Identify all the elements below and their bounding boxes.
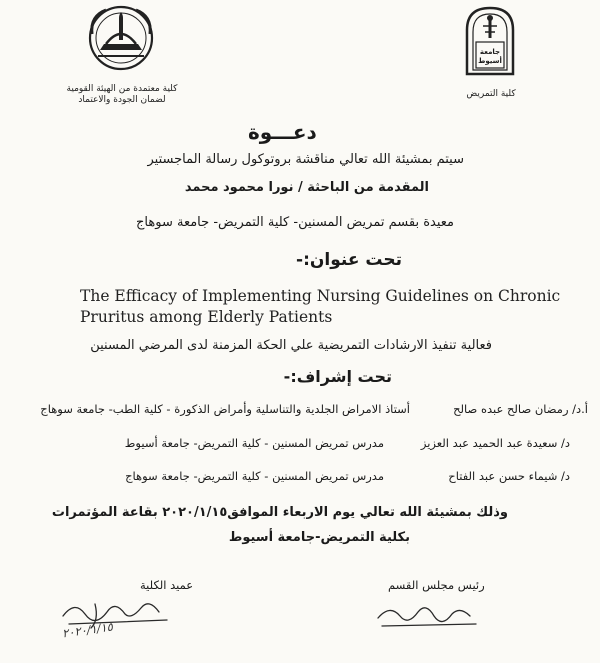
faculty-caption: كلية التمريض <box>466 89 516 99</box>
caption-line-2: لضمان الجودة والاعتماد <box>78 95 166 105</box>
assiut-university-logo <box>461 4 519 76</box>
supervisor-3-name: د/ شيماء حسن عبد الفتاح <box>448 469 570 483</box>
supervisor-1-position: أستاذ الامراض الجلدية والتناسلية وأمراض الذكورة - كلية الطب- جامعة سوهاج <box>40 402 410 416</box>
date-venue-line: وذلك بمشيئة الله تعالي يوم الاربعاء الموافق٢٠٢٠/١/١٥ بقاعة المؤتمرات <box>51 505 508 520</box>
caption-line-1: كلية معتمدة من الهيئة القومية <box>66 84 178 94</box>
department-head-label: رئيس مجلس القسم <box>388 578 485 592</box>
arabic-title: فعالية تنفيذ الارشادات التمريضية علي الحكة المزمنة لدى المرضي المسنين <box>90 338 492 353</box>
supervisor-2-name: د/ سعيدة عبد الحميد عبد العزيز <box>420 436 570 450</box>
supervisor-2-position: مدرس تمريض المسنين - كلية التمريض- جامعة أسيوط <box>124 436 384 450</box>
dean-label: عميد الكلية <box>140 578 194 592</box>
logo-text: جامعة أسيوط <box>478 48 502 65</box>
title-heading: تحت عنوان:- <box>296 250 402 270</box>
discussion-line: سيتم بمشيئة الله تعالي مناقشة بروتوكول رسالة الماجستير <box>147 152 464 167</box>
supervisor-1-name: أ.د/ رمضان صالح عبده صالح <box>453 402 588 416</box>
invitation-title: دعـــوة <box>248 120 317 144</box>
supervisor-3-position: مدرس تمريض المسنين - كلية التمريض- جامعة سوهاج <box>125 469 384 483</box>
left-header-caption <box>52 84 192 106</box>
english-title-line-2: Pruritus among Elderly Patients <box>80 308 333 326</box>
place-line: بكلية التمريض-جامعة أسيوط <box>228 530 410 545</box>
department-head-signature <box>372 596 482 636</box>
researcher-line: المقدمة من الباحثة / نورا محمود محمد <box>184 180 429 195</box>
handwritten-date: ٢٠٢٠/١/١٥ <box>61 619 114 641</box>
researcher-affiliation: معيدة بقسم تمريض المسنين- كلية التمريض- جامعة سوهاج <box>136 215 454 230</box>
supervision-heading: تحت إشراف:- <box>283 367 392 386</box>
english-title-line-1: The Efficacy of Implementing Nursing Guidelines on Chronic <box>80 287 561 305</box>
accreditation-logo <box>86 4 156 76</box>
